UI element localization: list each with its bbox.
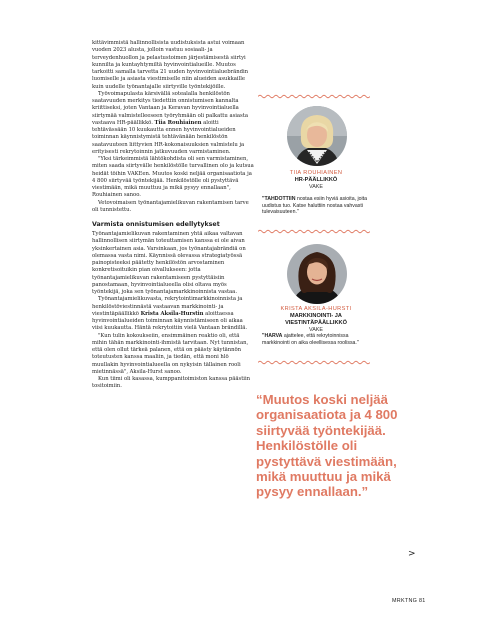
article-body <box>92 40 254 391</box>
person-card-krista <box>262 306 370 334</box>
page-footer: MRKTNG 81 <box>392 598 426 604</box>
wave-divider-bottom <box>258 360 370 365</box>
paragraph-8: Kun tiimi oli kasassa, kumppanitoimiston kanssa päästiin tositoimiin. <box>92 376 251 390</box>
person-role: MARKKINOINTI- JA VIESTINTÄPÄÄLLIKKÖ <box>285 313 347 326</box>
person-card-tiia <box>262 170 370 191</box>
next-page-arrow-icon[interactable]: > <box>408 549 416 559</box>
paragraph-2: Työvoimapulasta kärsivällä sotealalla henkilöstön saatavuuden merkitys tiedettiin onnistumisen kannalta kriittiseksi, joten Vantaan ja Keravan hyvinvointialuella siirtymää valmistelleeseen työryhmään oli palkattu asiasta vastaava HR-päällikkö. Tiia Rouhiainen aloitti tehtävässään 10 kuukautta ennen hyvinvointialueiden toiminnan käynnistymistä tehtävänään henkilöstön saatavuuteen liittyvien HR-kokonaisuuksien valmistelu ja erityisesti rekrytoinnin jatkuvuuden varmistaminen. <box>92 90 248 155</box>
paragraph-7: "Kun tulin kokoukseiin, ensimmäinen reaktio oli, että mihin tähän markkinointi-ihmistä tarvitaan. Nyt tunnistan, että olen ollut tärkeä palanen, että on päästy käytännön toteutusten kanssa maaliin, ja tiedän, että moni hlö muullakin hyvinvointialueella on nykyisin tällainen rooli mietinnässä", Aksila-Hurst sanoo. <box>92 332 249 375</box>
wave-divider-top <box>258 94 370 99</box>
person-org: VAKE <box>309 327 323 333</box>
paragraph-1: kittävimmistä hallinnollisista uudistuksista astui voimaan vuoden 2023 alusta, jolloin vastuu sosiaali- ja terveydenhuollon ja pelastustoimen järjestämisestä siirtyi kunnilta ja kuntayhtymiltä hyvinvointialueille. Muutos tarkoitti samalla tarvetta 21 uuden hyvinvointialuebrändin luomiselle ja asiasta viestimiselle niin alueiden asukkaille kuin uudelle työnantajalle siirtyville työntekijöille. <box>92 40 249 90</box>
section-heading: Varmista onnistumisen edellytykset <box>92 221 220 228</box>
name-krista: Krista Aksila-Hurstin <box>140 310 204 317</box>
pull-quote: “Muutos koski neljää organisaatiota ja 4 800 siirtyvää työntekijää. Henkilöstölle oli pystyttävä viestimään, mikä muuttuu ja mikä pysyy ennallaan.” <box>256 392 398 500</box>
quote-tiia: "TAHDOTTIIN nostaa esiin hyviä asioita, joita uudistus tuo. Katse haluttiin nostaa vahvasti tulevaisuuteen." <box>262 196 368 216</box>
person-org: VAKE <box>309 184 323 190</box>
avatar-krista-aksila-hursti <box>287 244 347 304</box>
wave-divider-middle <box>258 229 370 234</box>
person-name: TIIA ROUHIAINEN <box>289 170 343 176</box>
paragraph-3: "Yksi tärkeimmistä lähtökohdista oli sen varmistaminen, miten saada siirtyvälle henkilöstölle turvallinen olo ja kutsua heidät töihin VAKEen. Muutos koski neljää organisaatiota ja 4 800 siirtyvää työntekijää. Henkilöstölle oli pystyttävä viestimään, mikä muuttuu ja mikä pysyy ennallaan", Rouhiainen sanoo. <box>92 156 254 199</box>
avatar-tiia-rouhiainen <box>287 106 347 166</box>
paragraph-5: Työnantajamielikuvan rakentaminen yhtä aikaa valtavan hallinnollisen siirtymän toteuttamisen kanssa ei ole aivan yksinkertainen asia. Varsinkaan, jos työnantajabrändiä on olemassa vasta nimi. Käynnissä olevassa strategiatyössä painopisteeksi päätetty henkilöstön arvostaminen konkretisoituikin pian oivallukseen: jotta työnantajamielikuvan rakentamiseen pystyttäisiin panostamaan, hyvinvointialueella olisi oltava myös työntekijä, joka sen työnantajamarkkinoinnista vastaa. <box>92 231 246 295</box>
person-name: KRISTA AKSILA-HURSTI <box>280 306 352 312</box>
paragraph-4: Vetovoimaisen työnantajamielikuvan rakentamisen tarve oli tunnistettu. <box>92 199 249 213</box>
paragraph-6: Työnantajamielikuvasta, rekrytointimarkkinoinnista ja henkilöstöviestinnästä vastaavan markkinointi- ja viestintäpäällikkö Krista Aksila-Hurstin aloittaessa hyvinvointialueiden toiminnan käynnistämiseen oli aikaa viisi kuukautta. Häntä rekrytoitiin vielä Vantaan brändillä. <box>92 296 248 332</box>
quote-krista: "HARVA ajattelee, että rekrytoinnissa markkinointi on aika oleellisessa roolissa." <box>262 333 359 346</box>
person-role: HR-PÄÄLLIKKÖ <box>294 177 338 183</box>
name-tiia: Tiia Rouhiainen <box>154 119 202 126</box>
